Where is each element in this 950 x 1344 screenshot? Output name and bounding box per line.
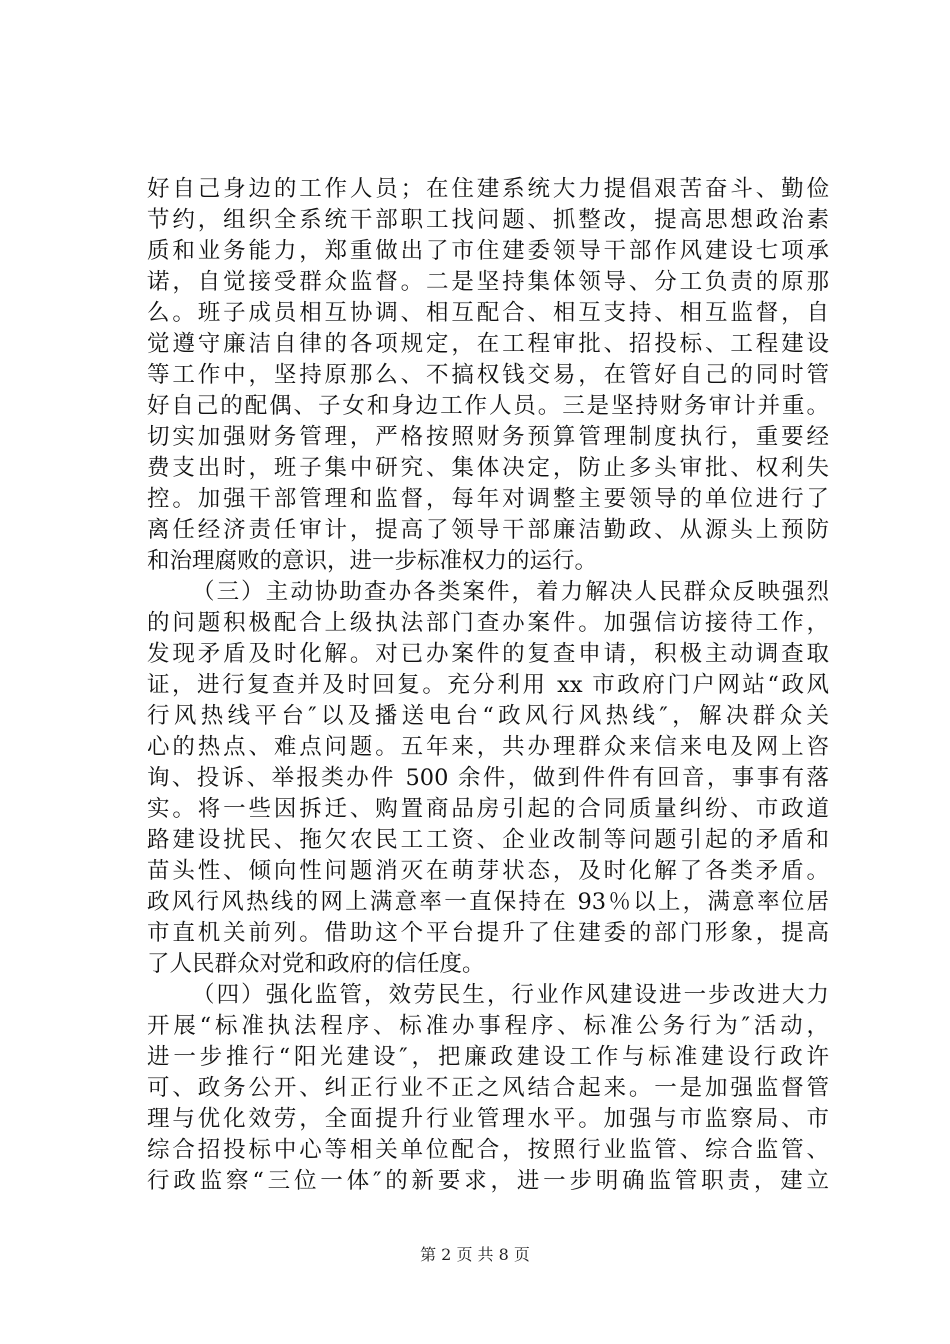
text-line: 综合招投标中心等相关单位配合，按照行业监管、综合监管、 — [147, 1137, 829, 1163]
text-line: 控。加强干部管理和监督，每年对调整主要领导的单位进行了 — [147, 486, 829, 512]
text-line: 诺，自觉接受群众监督。二是坚持集体领导、分工负责的原那 — [147, 269, 829, 295]
text-line: 可、政务公开、纠正行业不正之风结合起来。一是加强监督管 — [147, 1075, 829, 1101]
text-line: 实。将一些因拆迁、购置商品房引起的合同质量纠纷、市政道 — [147, 796, 829, 822]
text-line: 费支出时，班子集中研究、集体决定，防止多头审批、权利失 — [147, 455, 829, 481]
text-line: 开展“标准执法程序、标准办事程序、标准公务行为″活动， — [147, 1013, 829, 1039]
page-footer: 第 2 页 共 8 页 — [420, 1245, 530, 1264]
text-line: 行风热线平台″以及播送电台“政风行风热线″，解决群众关 — [147, 703, 829, 729]
text-line: 好自己身边的工作人员；在住建系统大力提倡艰苦奋斗、勤俭 — [147, 176, 829, 202]
text-line: 政风行风热线的网上满意率一直保持在 93％以上，满意率位居 — [147, 889, 829, 915]
text-line: 质和业务能力，郑重做出了市住建委领导干部作风建设七项承 — [147, 238, 829, 264]
text-line: 和治理腐败的意识，进一步标准权力的运行。 — [147, 548, 598, 574]
text-line: 询、投诉、举报类办件 500 余件，做到件件有回音，事事有落 — [147, 765, 829, 791]
paragraph — [147, 174, 829, 577]
text-line: 心的热点、难点问题。五年来，共办理群众来信来电及网上咨 — [147, 734, 829, 760]
paragraph — [147, 980, 829, 1197]
document-body — [147, 174, 829, 1197]
text-line: 好自己的配偶、子女和身边工作人员。三是坚持财务审计并重。 — [147, 393, 829, 419]
text-line: 路建设扰民、拖欠农民工工资、企业改制等问题引起的矛盾和 — [147, 827, 829, 853]
text-line: 觉遵守廉洁自律的各项规定，在工程审批、招投标、工程建设 — [147, 331, 829, 357]
text-line: 行政监察“三位一体″的新要求，进一步明确监管职责，建立 — [147, 1168, 829, 1194]
text-line: 进一步推行“阳光建设″，把廉政建设工作与标准建设行政许 — [147, 1044, 829, 1070]
text-line: 发现矛盾及时化解。对已办案件的复查申请，积极主动调查取 — [147, 641, 829, 667]
text-line: 了人民群众对党和政府的信任度。 — [147, 951, 485, 977]
text-line: （三）主动协助查办各类案件，着力解决人民群众反映强烈 — [192, 579, 829, 605]
text-line: 的问题积极配合上级执法部门查办案件。加强信访接待工作， — [147, 610, 829, 636]
text-line: 离任经济责任审计，提高了领导干部廉洁勤政、从源头上预防 — [147, 517, 829, 543]
text-line: 节约，组织全系统干部职工找问题、抓整改，提高思想政治素 — [147, 207, 829, 233]
text-line: 么。班子成员相互协调、相互配合、相互支持、相互监督，自 — [147, 300, 829, 326]
text-line: 市直机关前列。借助这个平台提升了住建委的部门形象，提高 — [147, 920, 829, 946]
text-line: 理与优化效劳，全面提升行业管理水平。加强与市监察局、市 — [147, 1106, 829, 1132]
text-line: 切实加强财务管理，严格按照财务预算管理制度执行，重要经 — [147, 424, 829, 450]
paragraph — [147, 577, 829, 980]
text-line: （四）强化监管，效劳民生，行业作风建设进一步改进大力 — [192, 982, 829, 1008]
text-line: 等工作中，坚持原那么、不搞权钱交易，在管好自己的同时管 — [147, 362, 829, 388]
text-line: 证，进行复查并及时回复。充分利用 xx 市政府门户网站“政风 — [147, 672, 829, 698]
text-line: 苗头性、倾向性问题消灭在萌芽状态，及时化解了各类矛盾。 — [147, 858, 829, 884]
